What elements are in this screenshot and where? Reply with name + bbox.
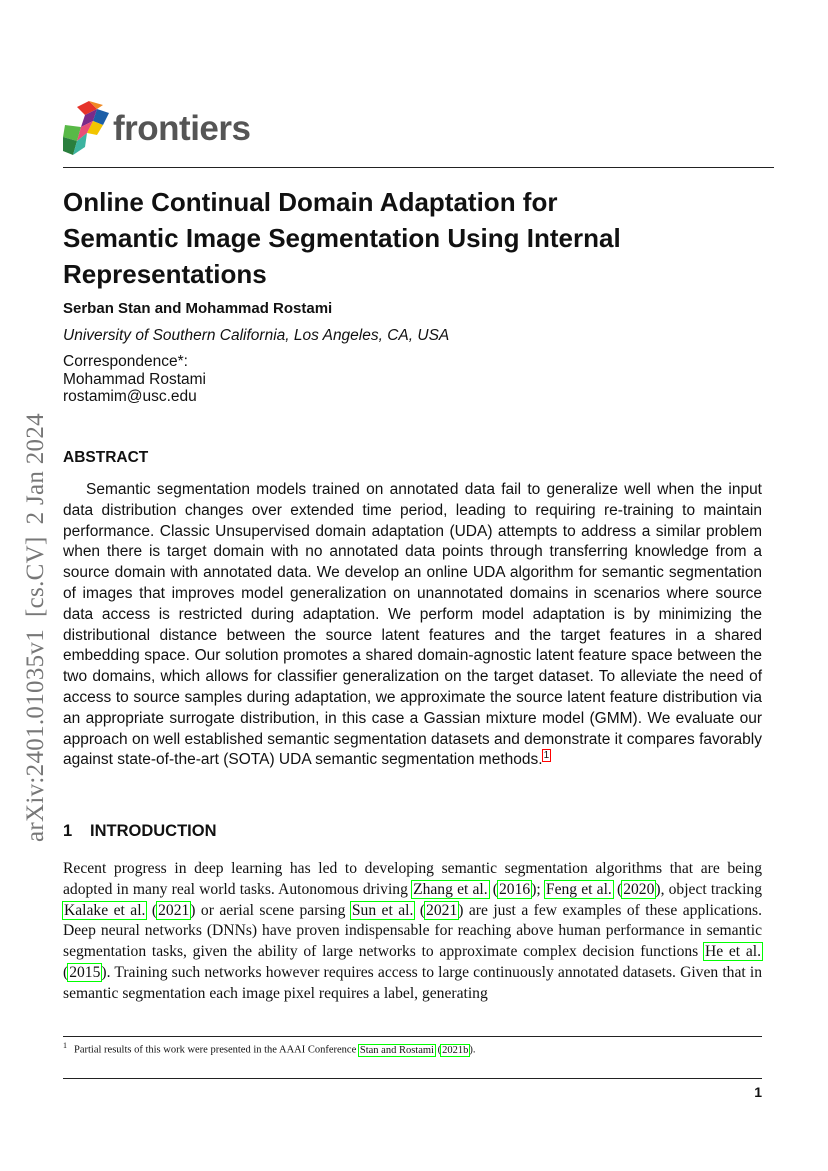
title-line: Online Continual Domain Adaptation for [63, 187, 558, 217]
title-line: Semantic Image Segmentation Using Internal [63, 223, 621, 253]
body-text: ). Training such networks however requires access to large continuously annotated datasets. Given that in semantic segmentation each image pixel requires a label, generating [63, 963, 762, 1002]
body-text: ), object tracking [655, 880, 762, 898]
section-title: INTRODUCTION [90, 822, 217, 840]
body-text: ); [531, 880, 545, 898]
footnote-text: ). [469, 1044, 476, 1056]
footnote-rule [63, 1036, 762, 1037]
correspondence-email[interactable]: rostamim@usc.edu [63, 388, 197, 405]
body-text: ) or aerial scene parsing [190, 901, 351, 919]
citation-link[interactable]: Sun et al. [351, 901, 414, 919]
affiliation: University of Southern California, Los Angeles, CA, USA [63, 327, 450, 344]
author-list: Serban Stan and Mohammad Rostami [63, 300, 333, 317]
header-rule [63, 167, 774, 168]
citation-year-link[interactable]: 2021 [426, 901, 458, 919]
citation-link[interactable]: Feng et al. [545, 880, 612, 898]
arxiv-stamp [22, 413, 50, 842]
page-number: 1 [754, 1084, 762, 1100]
correspondence-label: Correspondence*: [63, 353, 188, 370]
body-text: ( [63, 963, 69, 981]
footnote-text: Partial results of this work were presented in the AAAI Conference [74, 1044, 359, 1056]
body-text: Recent progress in deep learning has led to developing semantic segmentation algorithms that are being adopted in many real world tasks. Autonomous driving [63, 860, 762, 898]
abstract-body [63, 480, 762, 771]
frontiers-logo-icon [63, 99, 109, 157]
body-text: ( [612, 880, 623, 898]
title-line: Representations [63, 259, 267, 289]
citation-link[interactable]: He et al. [704, 943, 761, 961]
citation-link[interactable]: Zhang et al. [413, 880, 488, 898]
footnote-mark: 1 [63, 1041, 67, 1050]
introduction-body [63, 859, 762, 1005]
citation-link[interactable]: Stan and Rostami [359, 1044, 434, 1056]
arxiv-category: [cs.CV] [22, 536, 49, 617]
citation-year-link[interactable]: 2016 [499, 880, 531, 898]
footnote-ref-link[interactable]: 1 [543, 750, 550, 762]
citation-year-link[interactable]: 2021b [442, 1044, 469, 1056]
body-text: ( [146, 901, 158, 919]
correspondence-block [63, 353, 206, 406]
body-text: ( [488, 880, 498, 898]
footnote [63, 1041, 475, 1056]
citation-link[interactable]: Kalake et al. [64, 901, 146, 919]
citation-year-link[interactable]: 2021 [158, 901, 190, 919]
paper-title [63, 184, 763, 292]
abstract-heading: ABSTRACT [63, 449, 149, 466]
body-text: ) are just a few examples of these applications. Deep neural networks (DNNs) have proven indispensable for reaching above human performance in semantic segmentation tasks, given the ability of large networks to approximate complex decision functions [63, 901, 762, 961]
citation-year-link[interactable]: 2020 [623, 880, 655, 898]
arxiv-id: arXiv:2401.01035v1 [22, 628, 49, 842]
correspondence-name: Mohammad Rostami [63, 370, 206, 388]
footnote-text: ( [434, 1044, 442, 1056]
frontiers-wordmark: frontiers [113, 109, 251, 148]
abstract-text: Semantic segmentation models trained on annotated data fail to generalize well when the input data distribution changes over extended time period, leading to requiring re-training to maintain performance. Classic Unsupervised domain adaptation (UDA) attempts to address a similar problem when there is target domain with no annotated data points through transferring knowledge from a source domain with annotated data. We develop an online UDA algorithm for semantic segmentation of images that improves model generalization on unannotated domains in scenarios where source data access is restricted during adaptation. We perform model adaptation is by minimizing the distributional distance between the source latent features and the target features in a shared embedding space. Our solution promotes a shared domain-agnostic latent feature space between the two domains, which allows for classifier generalization on the target dataset. To alleviate the need of access to source samples during adaptation, we approximate the source latent feature distribution via an appropriate surrogate distribution, in this case a Gassian mixture model (GMM). We evaluate our approach on well established semantic segmentation datasets and demonstrate it compares favorably against state-of-the-art (SOTA) UDA semantic segmentation methods. [63, 481, 762, 769]
section-number: 1 [63, 822, 73, 840]
arxiv-date: 2 Jan 2024 [22, 413, 49, 525]
section-heading-introduction [63, 822, 217, 841]
body-text: ( [414, 901, 426, 919]
frontiers-logo [63, 98, 250, 158]
footer-rule [63, 1078, 762, 1079]
citation-year-link[interactable]: 2015 [69, 963, 101, 981]
